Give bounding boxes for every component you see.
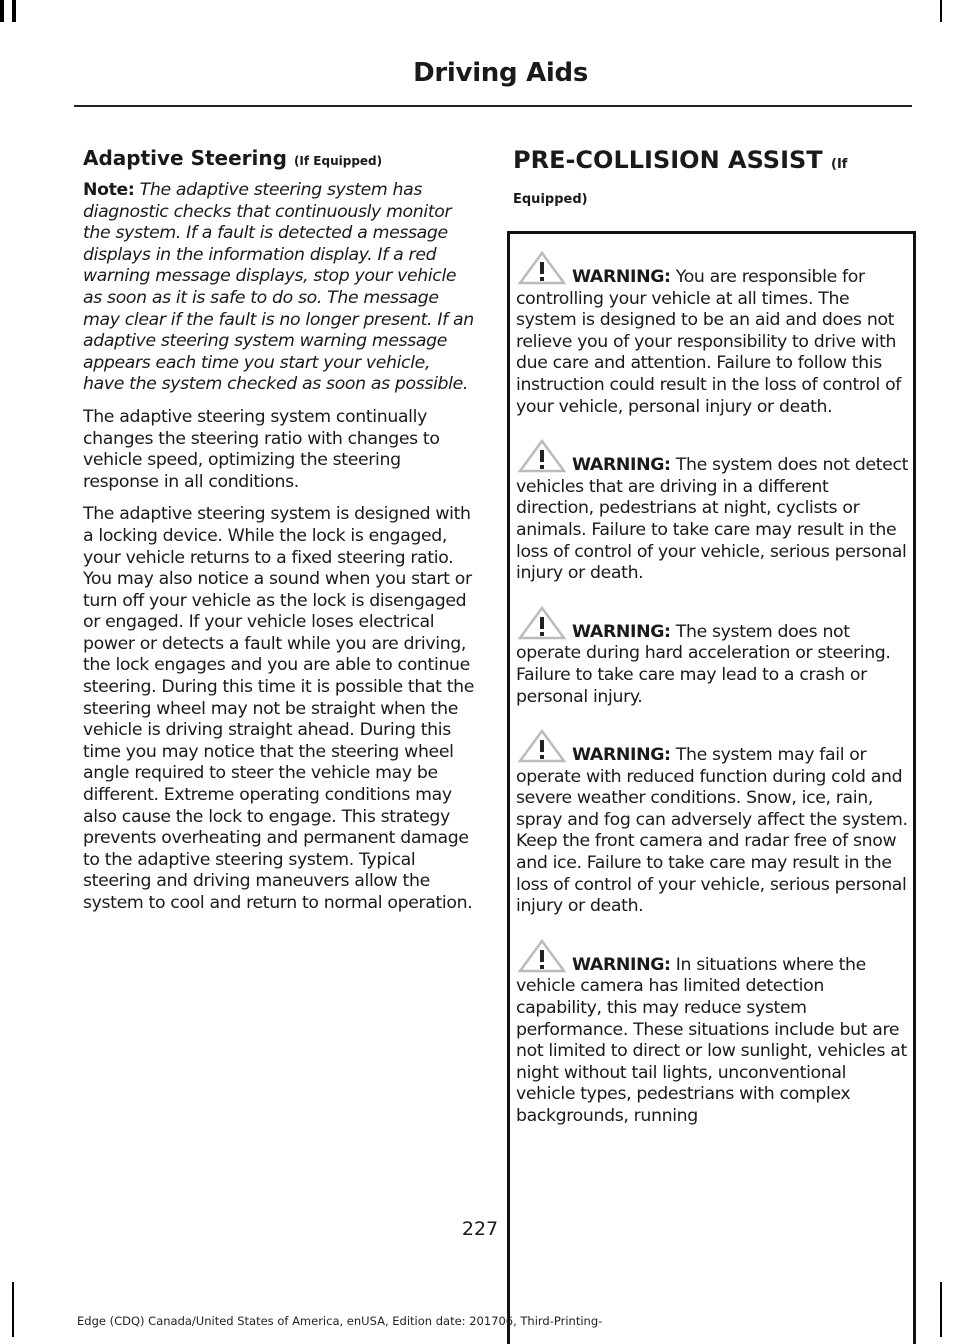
warning-text [516,250,909,418]
crop-mark [12,1282,14,1337]
body-paragraph: The adaptive steering system continually changes the steering ratio with changes to vehicle speed, optimizing the steering response in all conditions. [83,406,440,492]
warning-body: You are responsible for controlling your vehicle at all times. The system is designed to be an aid and does not relieve you of your responsibility to drive with due care and attention. Failure to follow this instruction could result in the loss of control of your vehicle, personal injury or death. [516,267,902,417]
warning-body: The system may fail or operate with reduced function during cold and severe weather conditions. Snow, ice, rain, spray and fog can adversely affect the system. Keep the front camera and radar free of snow and ice. Failure to take care may result in the loss of control of your vehicle, serious personal injury or death. [516,745,908,917]
warning-text [516,728,909,918]
body-paragraph: The adaptive steering system is designed with a locking device. While the lock is engaged, your vehicle returns to a fixed steering ratio. You may also notice a sound when you start or turn off your vehicle as the lock is disengaged or engaged. If your vehicle loses electrical power or detects a fault while you are driving, the lock engages and you are able to continue steering. During this time it is possible that the steering wheel may not be straight when the vehicle is driving straight ahead. During this time you may notice that the steering wheel angle required to steer the vehicle may be different. Extreme operating conditions may also cause the lock to engage. This strategy prevents overheating and permanent damage to the adaptive steering system. Typical steering and driving maneuvers allow the system to cool and return to normal operation. [83,504,475,913]
warning-item [510,605,913,708]
header-rule [74,105,912,107]
note-text: The adaptive steering system has diagnostic checks that continuously monitor the system. If a fault is detected a message displays in the information display. If a red warning message displays, stop your vehicle as soon as it is safe to do so. The message may clear if the fault is no longer present. If an adaptive steering system warning message appears each time you start your vehicle, have the system checked as soon as possible. [83,180,474,395]
left-column [83,142,476,926]
warning-item [510,728,913,918]
crop-mark [0,0,4,22]
warning-label: WARNING: [572,455,671,476]
crop-mark [12,0,16,22]
warning-box [507,231,916,1344]
crop-mark [940,1282,942,1337]
warning-triangle-icon [516,938,568,974]
right-column [513,142,913,207]
heading-qualifier: (If Equipped) [293,154,383,168]
note-paragraph [83,180,476,396]
page-number: 227 [461,1218,499,1240]
note-label: Note: [83,180,135,200]
warning-text [516,605,909,708]
warning-body: In situations where the vehicle camera has limited detection capability, this may reduce system performance. These situations include but are not limited to direct or low sunlight, vehicles at night without tail lights, unconventional vehicle types, pedestrians with complex backgrounds, running [516,954,907,1126]
warning-body: The system does not detect vehicles that are driving in a different direction, pedestrians at night, cyclists or animals. Failure to take care may result in the loss of control of your vehicle, serious personal injury or death. [516,455,909,584]
warning-item [510,938,913,1128]
warning-text [516,438,909,585]
warning-body: The system does not operate during hard acceleration or steering. Failure to take care may lead to a crash or personal injury. [516,621,891,707]
heading-qualifier-continued: Equipped) [513,192,588,207]
crop-mark [940,0,942,22]
heading-text: Adaptive Steering [83,146,287,170]
heading-qualifier: (If [831,157,848,172]
warning-label: WARNING: [572,745,671,766]
warning-triangle-icon [516,728,568,764]
warning-text [516,938,909,1128]
adaptive-steering-heading [83,146,476,170]
warning-item [510,250,913,418]
warning-label: WARNING: [572,621,671,642]
warning-triangle-icon [516,438,568,474]
warning-triangle-icon [516,250,568,286]
warning-list [510,250,913,1128]
warning-triangle-icon [516,605,568,641]
section-title: Driving Aids [413,58,588,88]
warning-label: WARNING: [572,267,671,287]
warning-label: WARNING: [572,954,671,975]
warning-item [510,438,913,585]
heading-text: PRE-COLLISION ASSIST [513,146,823,174]
pre-collision-heading [513,146,913,174]
edition-footer: Edge (CDQ) Canada/United States of America, enUSA, Edition date: 201706, Third-Printing- [77,1314,603,1328]
